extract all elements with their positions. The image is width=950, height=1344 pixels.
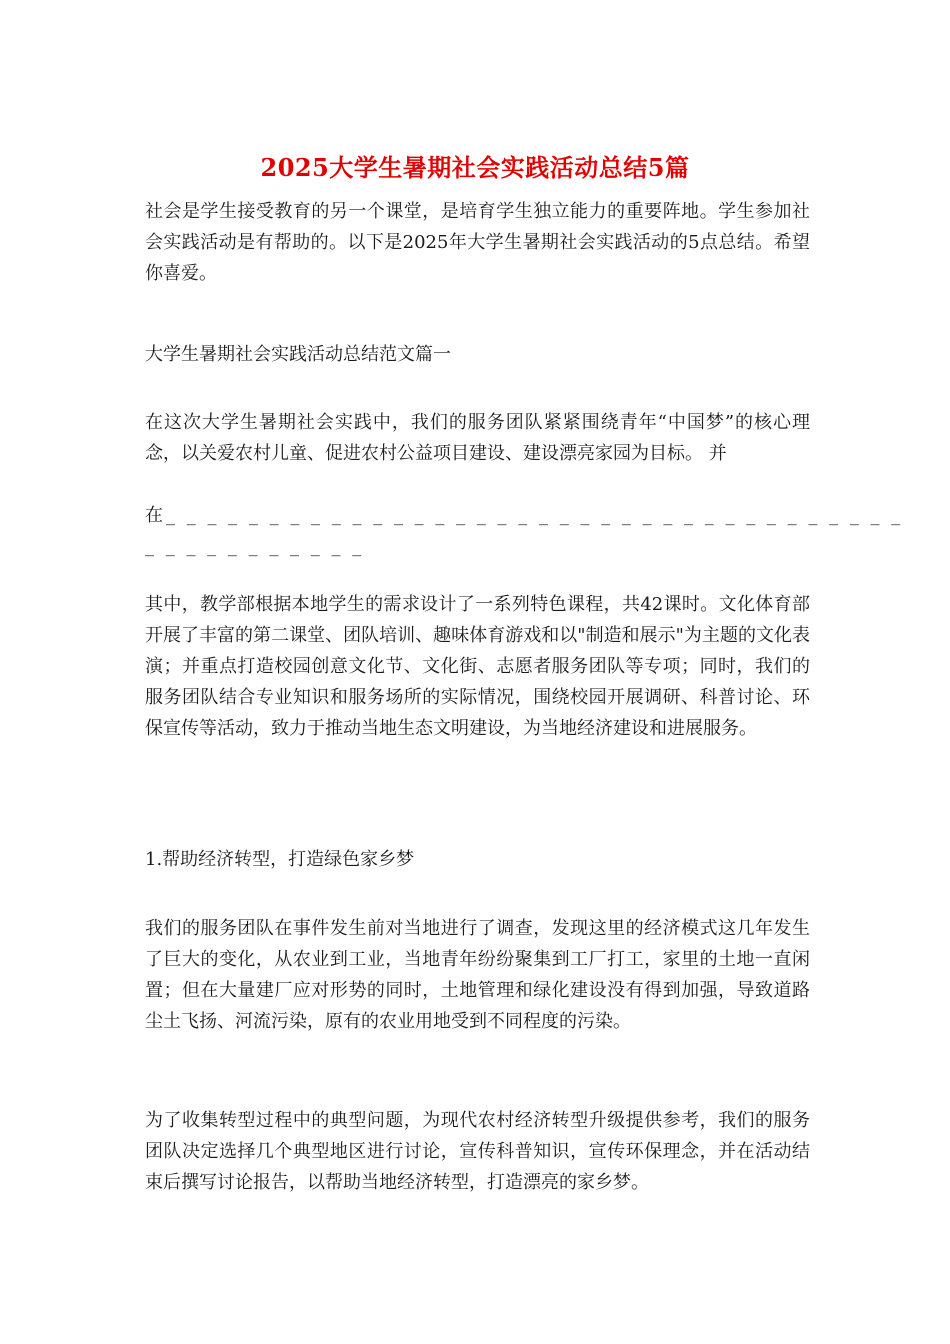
fill-in-blank-line-continued: _ _ _ _ _ _ _ _ _ _ _	[145, 536, 365, 557]
survey-paragraph: 我们的服务团队在事件发生前对当地进行了调查，发现这里的经济模式这几年发生了巨大的变化，从农业到工业，当地青年纷纷聚集到工厂打工，家里的土地一直闲置；但在大量建厂应对形势的同时，土地管理和绿化建设没有得到加强，导致道路尘土飞扬、河流污染，原有的农业用地受到不同程度的污染。	[145, 918, 810, 1032]
intro-paragraph: 社会是学生接受教育的另一个课堂，是培育学生独立能力的重要阵地。学生参加社会实践活动是有帮助的。以下是2025年大学生暑期社会实践活动的5点总结。希望你喜爱。	[145, 201, 810, 284]
research-paragraph: 为了收集转型过程中的典型问题，为现代农村经济转型升级提供参考，我们的服务团队决定选择几个典型地区进行讨论，宣传科普知识，宣传环保理念，并在活动结束后撰写讨论报告，以帮助当地经济转型，打造漂亮的家乡梦。	[145, 1110, 810, 1193]
subheading-economic-transition: 1.帮助经济转型，打造绿色家乡梦	[145, 849, 415, 870]
theme-paragraph: 在这次大学生暑期社会实践中，我们的服务团队紧紧围绕青年“中国梦”的核心理念，以关爱农村儿童、促进农村公益项目建设、建设漂亮家园为目标。 并	[145, 412, 810, 464]
document-title: 2025大学生暑期社会实践活动总结5篇	[260, 153, 690, 182]
courses-paragraph: 其中，教学部根据本地学生的需求设计了一系列特色课程，共42课时。文化体育部开展了丰富的第二课堂、团队培训、趣味体育游戏和以"制造和展示"为主题的文化表演；并重点打造校园创意文化节、文化街、志愿者服务团队等专项；同时，我们的服务团队结合专业知识和服务场所的实际情况，围绕校园开展调研、科普讨论、环保宣传等活动，致力于推动当地生态文明建设，为当地经济建设和进展服务。	[145, 594, 810, 739]
fill-in-blank-line: 在_ _ _ _ _ _ _ _ _ _ _ _ _ _ _ _ _ _ _ _ _ _ _ _ _ _ _ _ _ _ _ _ _ _ _ _	[145, 505, 904, 526]
section-heading: 大学生暑期社会实践活动总结范文篇一	[145, 344, 451, 365]
